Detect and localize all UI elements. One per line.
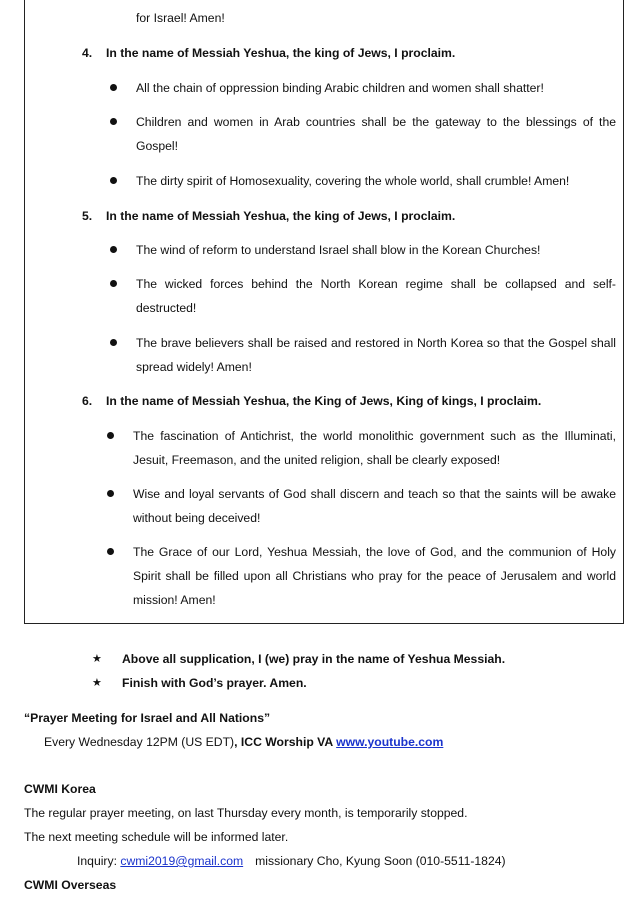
meeting-schedule: Every Wednesday 12PM (US EDT): [44, 735, 235, 749]
section-6-number: 6.: [82, 394, 93, 408]
korea-line-2: The next meeting schedule will be informed later.: [24, 830, 289, 844]
bullet-icon: [110, 177, 117, 184]
email-link[interactable]: cwmi2019@gmail.com: [120, 854, 244, 868]
carry-over-text: for Israel! Amen!: [136, 11, 225, 25]
youtube-link[interactable]: www.youtube.com: [336, 735, 444, 749]
bullet-icon: [107, 490, 114, 497]
section-4-number: 4.: [82, 46, 93, 60]
inquiry-label: Inquiry:: [77, 854, 121, 868]
bullet-icon: [110, 246, 117, 253]
bullet-icon: [110, 280, 117, 287]
korea-title: CWMI Korea: [24, 782, 96, 796]
section-5-item-1: The wind of reform to understand Israel shall blow in the Korean Churches!: [136, 243, 541, 257]
star-icon: ★: [92, 653, 102, 665]
bullet-icon: [107, 432, 114, 439]
meeting-line: [44, 730, 443, 754]
section-4-item-2: Children and women in Arab countries shall be the gateway to the blessings of the Gospel!: [136, 115, 616, 153]
section-4-item-1: All the chain of oppression binding Arabic children and women shall shatter!: [136, 81, 544, 95]
section-5-item-3: The brave believers shall be raised and restored in North Korea so that the Gospel shall spread widely! Amen!: [136, 336, 616, 374]
bullet-icon: [110, 118, 117, 125]
korea-line-1: The regular prayer meeting, on last Thursday every month, is temporarily stopped.: [24, 806, 468, 820]
section-5-item-2: The wicked forces behind the North Korean regime shall be collapsed and self-destructed!: [136, 277, 616, 315]
meeting-title: “Prayer Meeting for Israel and All Nations”: [24, 711, 271, 725]
section-6-item-1: The fascination of Antichrist, the world monolithic government such as the Illuminati, Jesuit, Freemason, and the united religion, shall be clearly exposed!: [133, 429, 616, 467]
star-icon: ★: [92, 677, 102, 689]
star-line-1: Above all supplication, I (we) pray in the name of Yeshua Messiah.: [122, 652, 506, 666]
bullet-icon: [110, 84, 117, 91]
section-5-number: 5.: [82, 209, 93, 223]
section-6-item-3: The Grace of our Lord, Yeshua Messiah, the love of God, and the communion of Holy Spirit shall be filled upon all Christians who pray for the peace of Jerusalem and world mission! Amen!: [133, 545, 616, 607]
bullet-icon: [107, 548, 114, 555]
section-6-heading: In the name of Messiah Yeshua, the King of Jews, King of kings, I proclaim.: [106, 394, 542, 408]
section-6-item-2: Wise and loyal servants of God shall discern and teach so that the saints will be awake without being deceived!: [133, 487, 616, 525]
inquiry-line: [77, 849, 506, 873]
star-line-2: Finish with God’s prayer. Amen.: [122, 676, 307, 690]
inquiry-contact: missionary Cho, Kyung Soon (010-5511-1824): [255, 854, 506, 868]
section-5-heading: In the name of Messiah Yeshua, the king of Jews, I proclaim.: [106, 209, 456, 223]
section-4-item-3: The dirty spirit of Homosexuality, covering the whole world, shall crumble! Amen!: [136, 174, 570, 188]
section-4-heading: In the name of Messiah Yeshua, the king of Jews, I proclaim.: [106, 46, 456, 60]
bullet-icon: [110, 339, 117, 346]
meeting-venue: , ICC Worship VA: [234, 735, 337, 749]
overseas-title: CWMI Overseas: [24, 878, 117, 892]
